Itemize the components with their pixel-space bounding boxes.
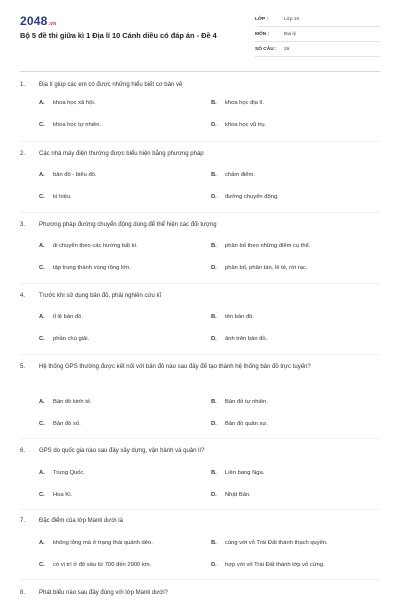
question-number: 8. [20, 590, 26, 596]
site-logo[interactable] [20, 14, 56, 28]
option-text: phân bố, phân tán, lẻ tẻ, rời rạc. [225, 265, 308, 271]
question-stem: Đặc điểm của lớp Manti dưới là [39, 518, 123, 524]
info-row-class [255, 14, 380, 27]
option-text: khoa học xã hội. [53, 100, 96, 106]
logo-suffix: .vn [48, 21, 57, 27]
option-letter: D. [211, 492, 217, 498]
question-stem: Trước khi sử dụng bản đồ, phải nghiên cứu kĩ [39, 293, 162, 299]
info-label: SỐ CÂU : [255, 47, 277, 52]
info-value: Địa lý [284, 32, 296, 37]
option-letter: C. [39, 336, 45, 342]
option-text: không lỏng mà ở trạng thái quánh dẻo. [53, 540, 153, 546]
option-text: Bản đồ tự nhiên. [225, 399, 268, 405]
option-letter: D. [211, 194, 217, 200]
question-divider [20, 141, 380, 142]
question-number: 7. [20, 518, 26, 524]
info-label: MÔN : [255, 32, 270, 37]
header-divider [20, 71, 380, 72]
question-stem: Các nhà máy điện thường được biểu hiện bằng phương pháp [39, 151, 204, 157]
option-letter: B. [211, 470, 217, 476]
option-text: Nhật Bản. [225, 492, 251, 498]
option-letter: B. [211, 172, 217, 178]
page-header [0, 0, 400, 70]
option-letter: D. [211, 562, 217, 568]
question-divider [20, 212, 380, 213]
question-divider [20, 283, 380, 284]
question-stem: GPS do quốc gia nào sau đây xây dựng, vận hành và quản lí? [39, 448, 205, 454]
question-number: 6. [20, 448, 26, 454]
question-stem: Phát biểu nào sau đây đúng với lớp Manti dưới? [39, 590, 168, 596]
option-text: cùng với vỏ Trái Đất thành thạch quyển. [225, 540, 328, 546]
option-text: chấm điểm. [225, 172, 255, 178]
option-text: hợp với vỏ Trái Đất thành lớp vỏ cứng. [225, 562, 325, 568]
question-number: 3. [20, 222, 26, 228]
question-number: 4. [20, 293, 26, 299]
option-text: đường chuyển động. [225, 194, 279, 200]
option-text: Liên bang Nga. [225, 470, 265, 476]
option-text: Trung Quốc. [53, 470, 86, 476]
option-text: khoa học vũ trụ. [225, 122, 267, 128]
option-text: tập trung thành vùng rộng lớn. [53, 265, 131, 271]
option-text: Hoa Kì. [53, 492, 73, 498]
info-value: 26 [284, 47, 290, 52]
option-letter: A. [39, 399, 45, 405]
option-letter: C. [39, 122, 45, 128]
option-letter: B. [211, 243, 217, 249]
option-letter: B. [211, 399, 217, 405]
option-letter: D. [211, 122, 217, 128]
option-letter: D. [211, 336, 217, 342]
question-divider [20, 509, 380, 510]
option-text: Bản đồ số. [53, 421, 81, 427]
option-letter: B. [211, 314, 217, 320]
option-text: khoa học địa lí. [225, 100, 264, 106]
option-letter: C. [39, 492, 45, 498]
option-letter: A. [39, 314, 45, 320]
question-divider [20, 438, 380, 439]
option-letter: A. [39, 540, 45, 546]
question-divider [20, 579, 380, 580]
option-letter: A. [39, 100, 45, 106]
option-text: phân bố theo những điểm cụ thể. [225, 243, 311, 249]
question-stem: Hệ thống GPS thường được kết nối với bản đồ nào sau đây để tạo thành hệ thống bản đồ trực tuyến? [39, 364, 311, 370]
option-letter: B. [211, 100, 217, 106]
option-letter: A. [39, 243, 45, 249]
option-text: có vị trí ở độ sâu từ 700 đến 2900 km. [53, 562, 152, 568]
info-row-question-count [255, 44, 380, 57]
info-row-subject [255, 29, 380, 42]
option-text: Bản đồ kinh tế. [53, 399, 92, 405]
option-letter: B. [211, 540, 217, 546]
question-number: 1. [20, 82, 26, 88]
option-letter: C. [39, 194, 45, 200]
option-text: kí hiệu. [53, 194, 72, 200]
question-stem: Phương pháp đường chuyển động dùng để thể hiện các đối tượng [39, 222, 217, 228]
question-stem: Địa lí giúp các em có được những hiểu biết cơ bản về [39, 82, 183, 88]
option-letter: C. [39, 421, 45, 427]
option-text: di chuyển theo các hướng bất kì. [53, 243, 138, 249]
option-text: tỉ lệ bản đồ. [53, 314, 83, 320]
option-letter: C. [39, 265, 45, 271]
option-letter: A. [39, 172, 45, 178]
question-number: 2. [20, 151, 26, 157]
option-letter: D. [211, 265, 217, 271]
option-text: ảnh trên bản đồ. [225, 336, 268, 342]
exam-title: Bộ 5 đề thi giữa kì 1 Địa lí 10 Cánh diều có đáp án - Đề 4 [20, 31, 217, 40]
option-letter: C. [39, 562, 45, 568]
logo-text: 2048 [20, 14, 48, 28]
option-text: Bản đồ quân sự. [225, 421, 268, 427]
option-text: phần chú giải. [53, 336, 90, 342]
option-letter: D. [211, 421, 217, 427]
option-text: khoa học tự nhiên. [53, 122, 102, 128]
option-text: tên bản đồ. [225, 314, 255, 320]
option-text: bản đồ - biểu đồ. [53, 172, 97, 178]
option-letter: A. [39, 470, 45, 476]
question-divider [20, 354, 380, 355]
info-label: LỚP : [255, 17, 269, 22]
question-number: 5. [20, 364, 26, 370]
info-value: Lớp 10 [284, 17, 300, 22]
